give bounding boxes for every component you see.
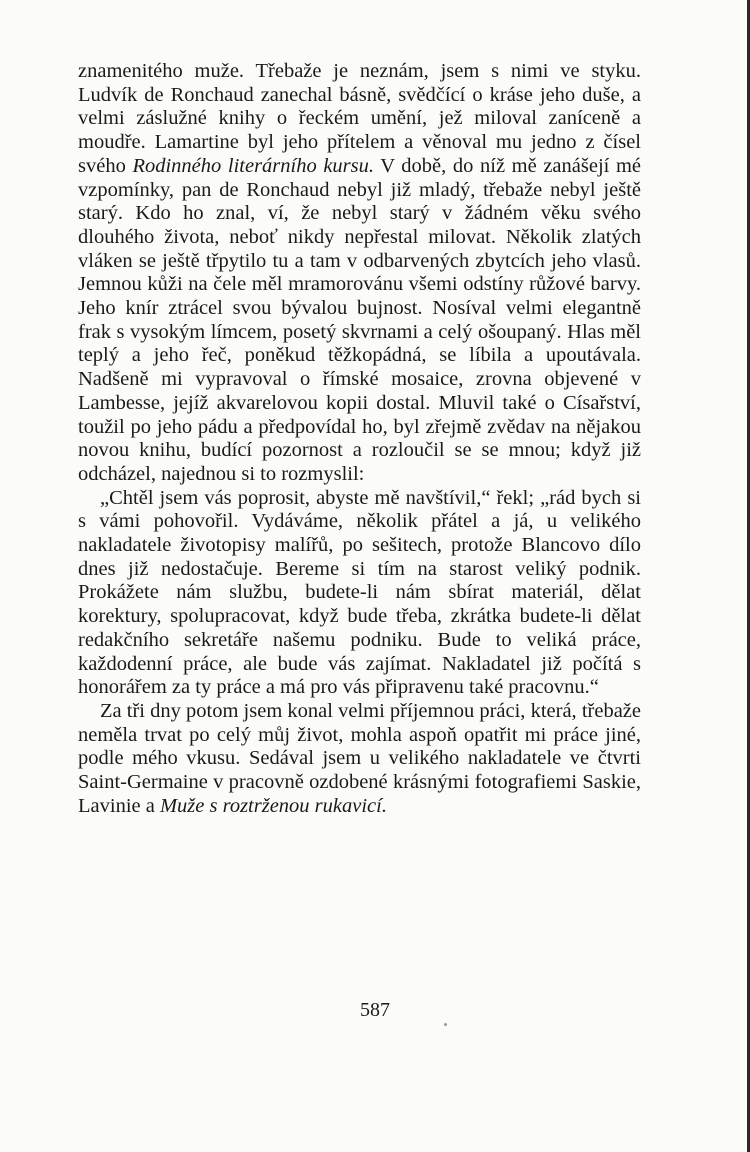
paragraph-1-segment: znamenitého muže. Třebaže je neznám, jsem s nimi ve styku. Ludvík de Ronchaud zanechal básně, svědčící o kráse jeho duše, a velmi záslužné knihy o řeckém umění, jež miloval zaníceně a moudře. Lamartine byl jeho přítelem a věnoval mu jedno z čísel svého [78, 60, 641, 177]
page-number: 587 [360, 999, 390, 1021]
paragraph-1-segment: V době, do níž mě zanášejí mé vzpomínky, pan de Ronchaud nebyl již mladý, třebaže nebyl ještě starý. Kdo ho znal, ví, že nebyl starý v žádném věku svého dlouhého života, neboť nikdy nepřestal milovat. Několik zlatých vláken se ještě třpytilo tu a tam v odbarvených zbytcích jeho vlasů. Jemnou kůži na čele měl mramorovánu všemi odstíny růžové barvy. Jeho knír ztrácel svou bývalou bujnost. Nosíval velmi elegantně frak s vysokým límcem, posetý skvrnami a celý ošoupaný. Hlas měl teplý a jeho řeč, poněkud těžkopádná, se líbila a upoutávala. Nadšeně mi vypravoval o římské mosaice, zrovna objevené v Lambesse, jejíž akvarelovou kopii dostal. Mluvil také o Císařství, toužil po jeho pádu a předpovídal ho, byl zřejmě zvědav na nějakou novou knihu, budící pozornost a rozloučil se se mnou; když již odcházel, najednou si to rozmyslil: [78, 154, 641, 485]
paragraph-3-segment: Za tři dny potom jsem konal velmi příjemnou práci, která, třebaže neměla trvat po celý můj život, mohla aspoň opatřit mi práce jiné, podle mého vkusu. Sedával jsem u velikého nakladatele ve čtvrti Saint-Germaine v pracovně ozdobené krásnými fotografiemi Saskie, Lavinie a [78, 699, 641, 817]
paragraph-3-italic-title: Muže s roztrženou rukavicí. [159, 794, 387, 817]
paragraph-2 [78, 487, 641, 700]
paragraph-1 [78, 60, 641, 487]
paragraph-2-segment: „Chtěl jsem vás poprosit, abyste mě navštívil,“ řekl; „rád bych si s vámi pohovořil. Vydáváme, několik přátel a já, u velikého nakladatele životopisy malířů, po sešitech, protože Blancovo dílo dnes již nedostačuje. Bereme si tím na starost veliký podnik. Prokážete nám službu, budete-li nám sbírat materiál, dělat korektury, spolupracovat, když bude třeba, zkrátka budete-li dělat redakčního sekretáře našemu podniku. Bude to veliká práce, každodenní práce, ale bude vás zajímat. Nakladatel již počítá s honorářem za ty práce a má pro vás připravenu také pracovnu.“ [78, 486, 641, 699]
paragraph-1-italic-title: Rodinného literárního kursu. [132, 154, 375, 177]
paragraph-3 [78, 700, 641, 819]
dust-speck [444, 1023, 447, 1026]
body-text [78, 60, 641, 819]
